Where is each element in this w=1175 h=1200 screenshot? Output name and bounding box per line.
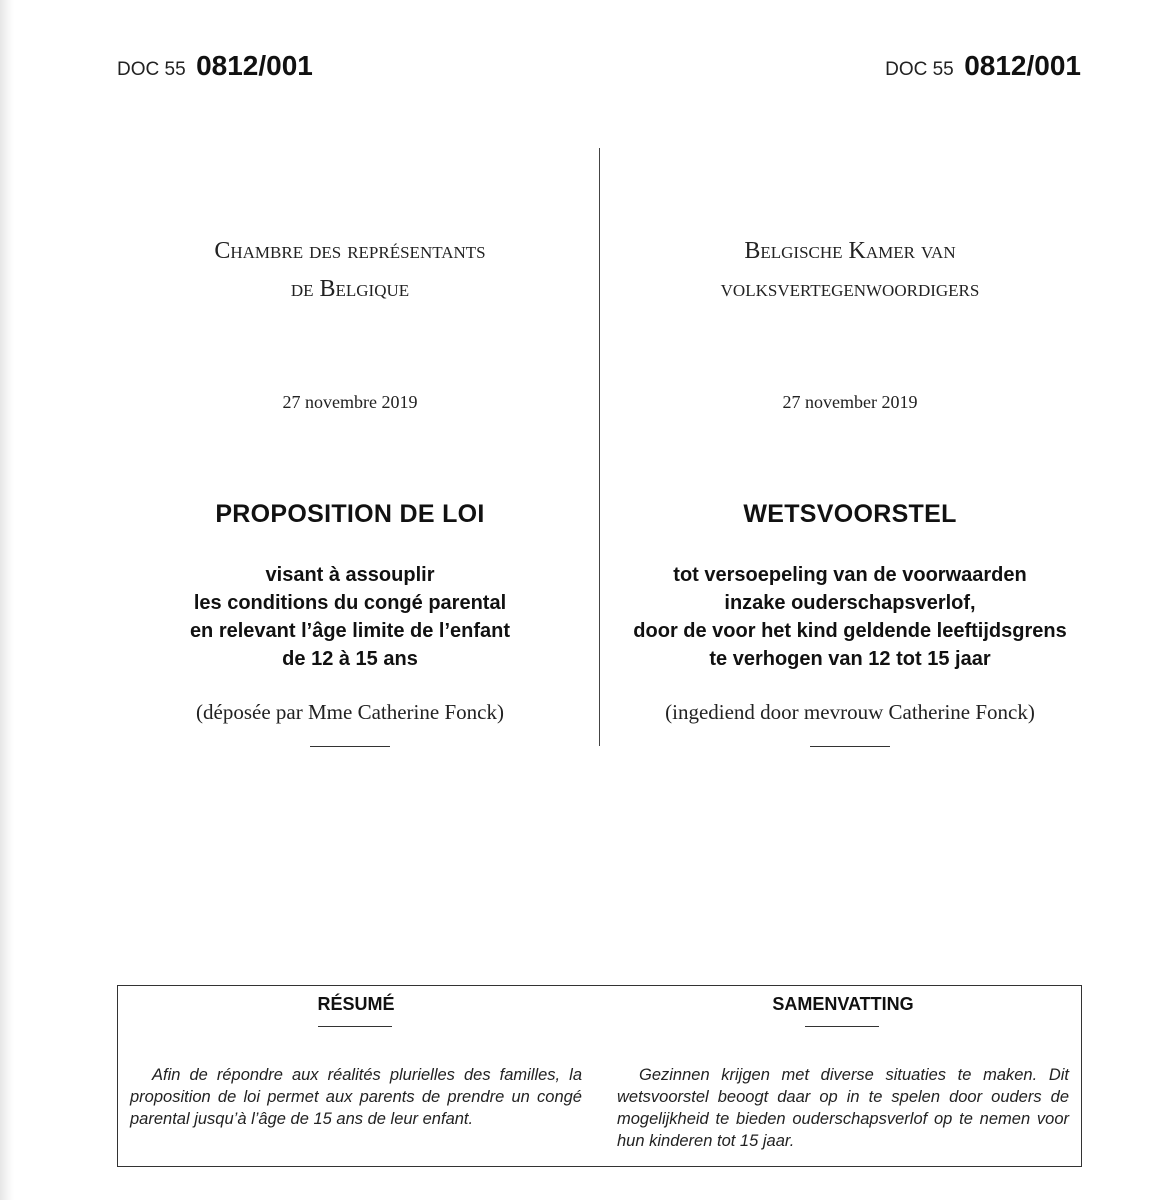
separator-rule <box>810 746 890 747</box>
chamber-line: volksvertegenwoordigers <box>720 276 980 302</box>
document-type: WETSVOORSTEL <box>743 500 957 528</box>
subject-line: en relevant l’âge limite de l’enfant <box>189 620 511 642</box>
summary-box <box>117 985 1082 1167</box>
chamber-name <box>90 232 610 308</box>
doc-reference-left <box>117 50 313 82</box>
doc-reference-number: 0812/001 <box>964 50 1081 81</box>
document-type: PROPOSITION DE LOI <box>215 500 485 528</box>
subject-line: de 12 à 15 ans <box>282 648 418 670</box>
summary-text: Afin de répondre aux réalités plurielles des familles, la proposition de loi permet aux parents de prendre un congé parental jusqu’à l’âge de 15 ans de leur enfant. <box>130 1066 582 1128</box>
summary-rule <box>805 1026 879 1027</box>
doc-reference-number: 0812/001 <box>196 50 313 81</box>
subject-line: tot versoepeling van de voorwaarden <box>673 564 1027 586</box>
document-date: 27 novembre 2019 <box>282 392 418 412</box>
page-edge-shadow <box>0 0 14 1200</box>
document-author: (ingediend door mevrouw Catherine Fonck) <box>665 700 1035 724</box>
chamber-line: Belgische Kamer van <box>744 238 956 264</box>
document-subject <box>590 561 1110 673</box>
doc-reference-label: DOC 55 <box>117 59 186 80</box>
summary-heading: SAMENVATTING <box>772 994 914 1014</box>
subject-line: inzake ouderschapsverlof, <box>724 592 976 614</box>
summary-rule <box>318 1026 392 1027</box>
summary-heading: RÉSUMÉ <box>317 994 395 1014</box>
doc-reference-right <box>885 50 1081 82</box>
subject-line: visant à assouplir <box>265 564 435 586</box>
document-author: (déposée par Mme Catherine Fonck) <box>196 700 504 724</box>
subject-line: door de voor het kind geldende leeftijdsgrens <box>633 620 1067 642</box>
doc-reference-label: DOC 55 <box>885 59 954 80</box>
subject-line: les conditions du congé parental <box>193 592 507 614</box>
document-subject <box>90 561 610 673</box>
chamber-line: Chambre des représentants <box>214 238 486 264</box>
chamber-line: de Belgique <box>290 276 410 302</box>
separator-rule <box>310 746 390 747</box>
summary-text: Gezinnen krijgen met diverse situaties te maken. Dit wetsvoorstel beoogt daar op in te spelen door ouders de mogelijkheid te bieden ouderschapsverlof op te nemen voor hun kinderen tot 15 jaar. <box>617 1066 1069 1150</box>
subject-line: te verhogen van 12 tot 15 jaar <box>709 648 991 670</box>
chamber-name <box>590 232 1110 308</box>
document-date: 27 november 2019 <box>782 392 918 412</box>
